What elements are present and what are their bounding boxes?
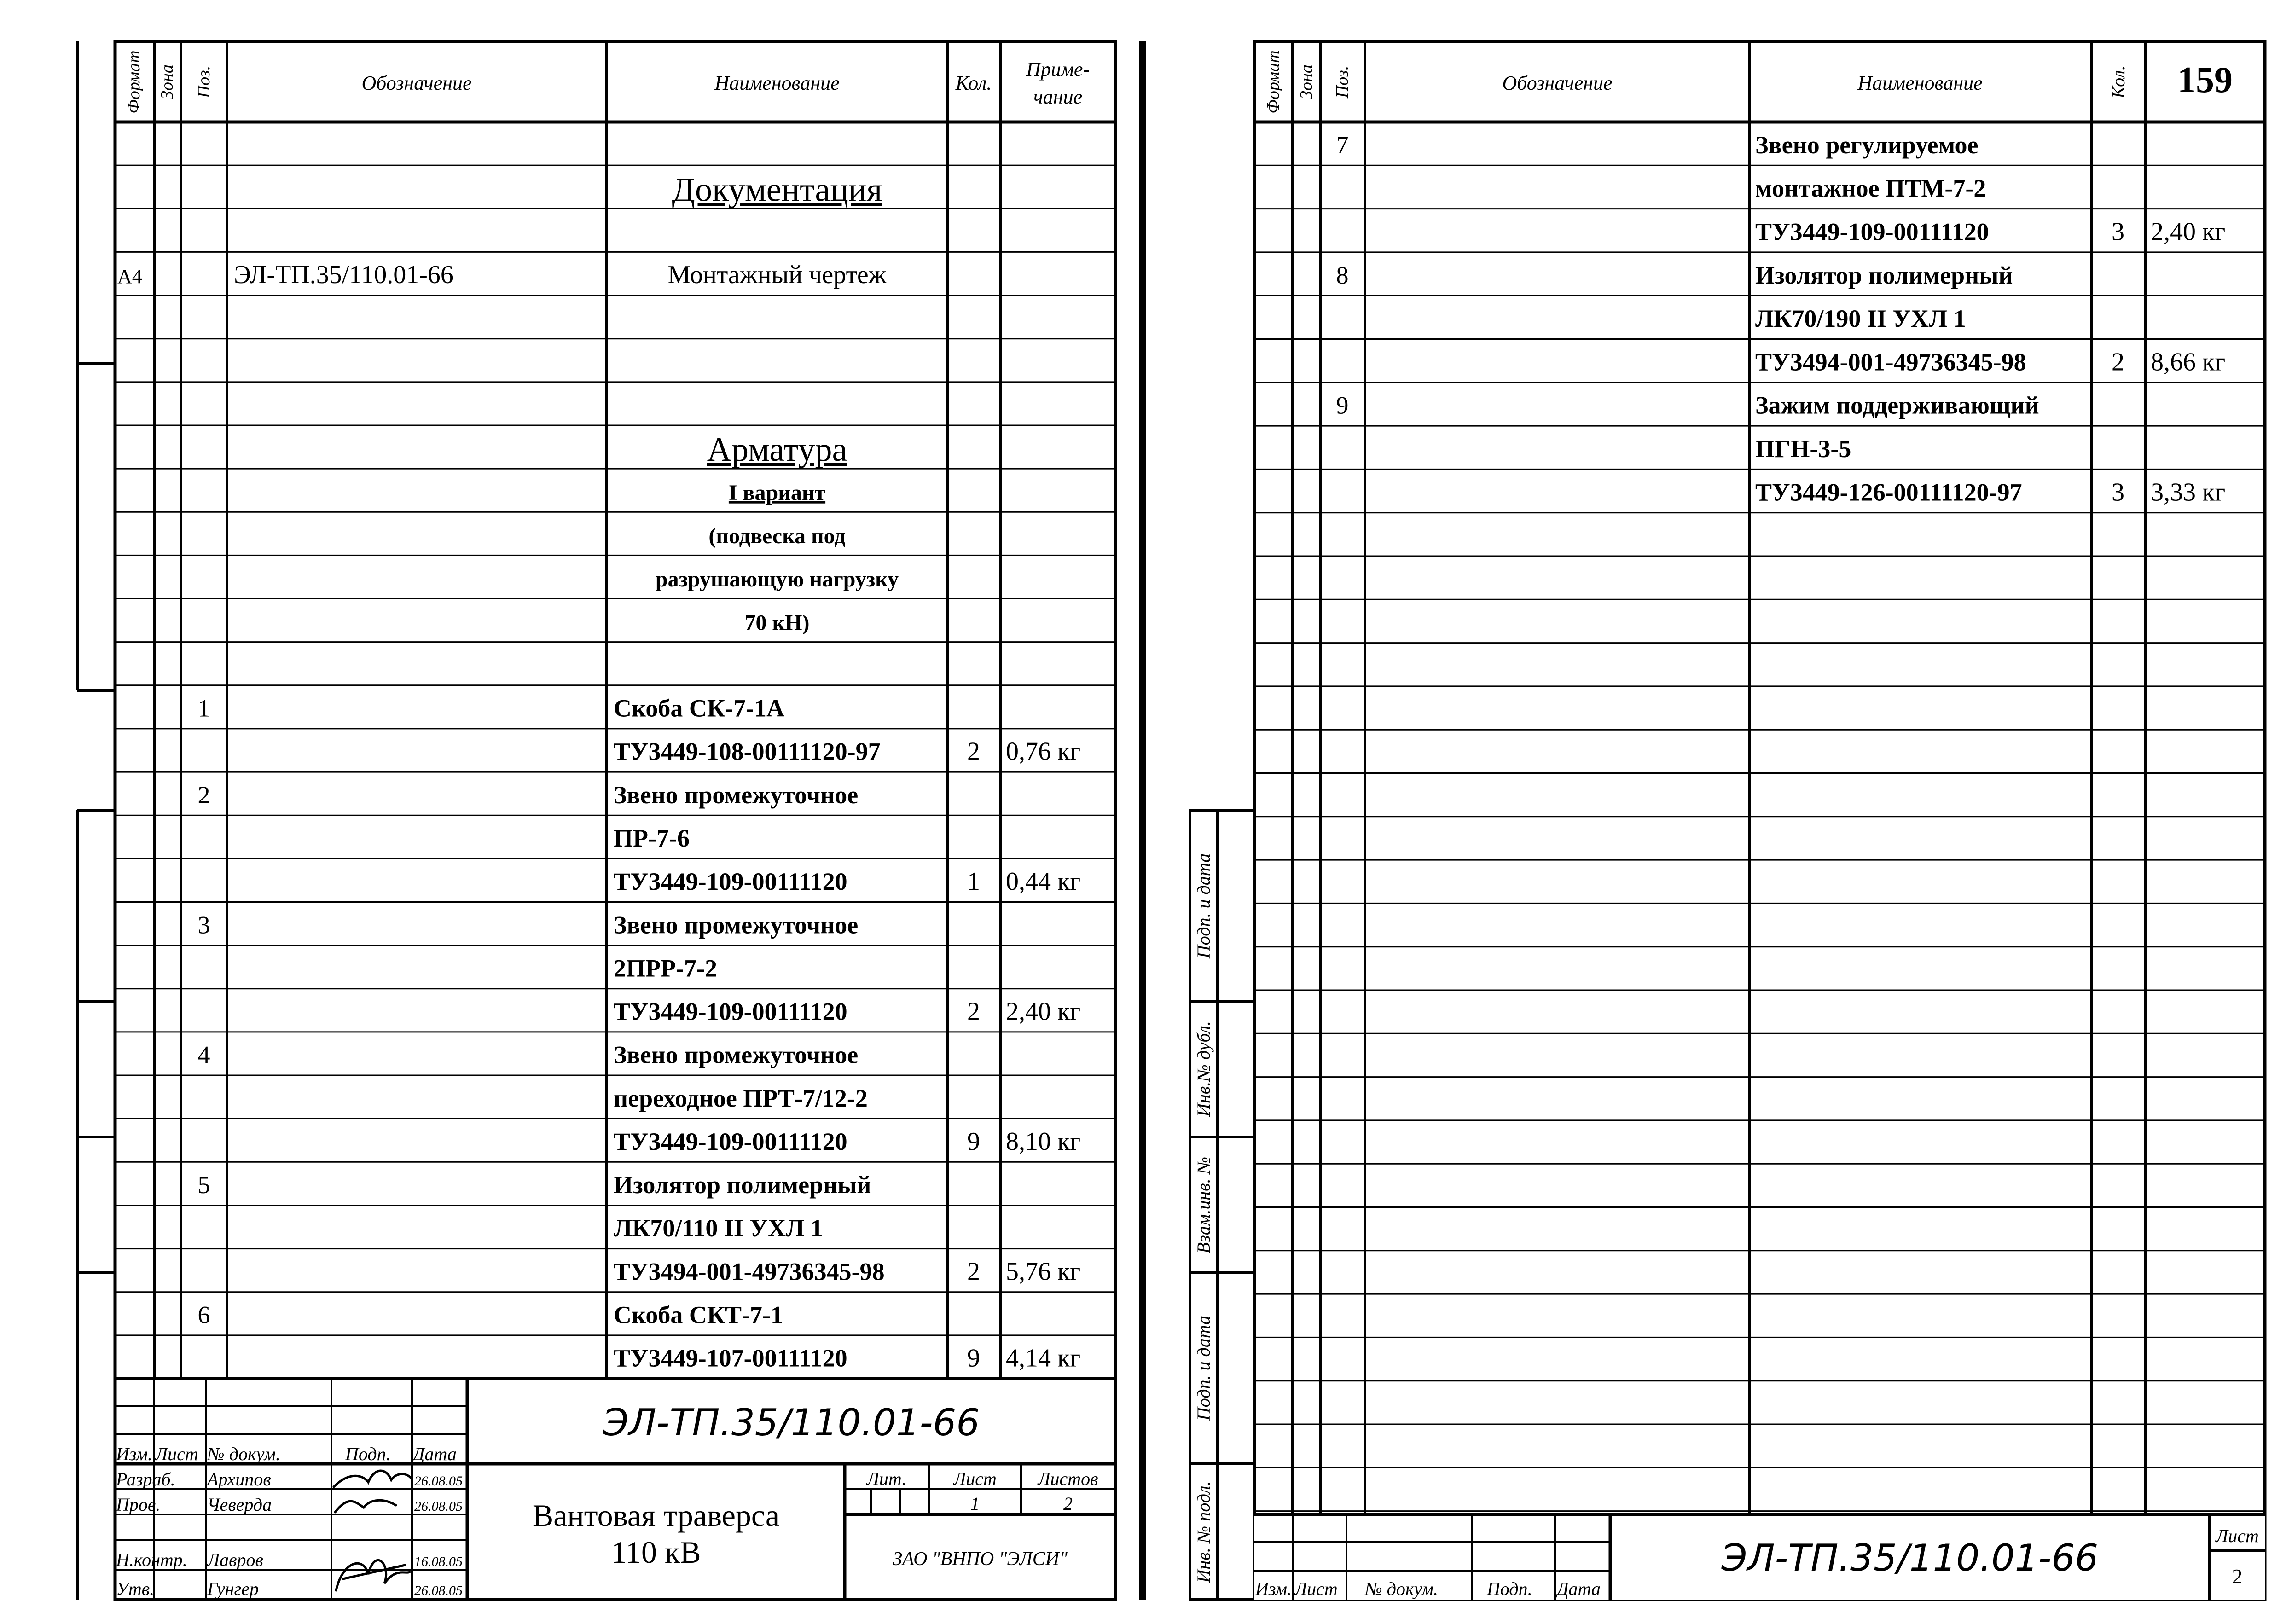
- row-name: I вариант: [728, 480, 826, 505]
- stamp-podp-data-2: Подп. и дата: [1193, 1315, 1214, 1421]
- row-name: ТУ3449-108-00111120-97: [614, 737, 881, 766]
- table-row: [1755, 478, 2225, 506]
- header-pos: Поз.: [194, 65, 214, 99]
- row-pos: 1: [197, 694, 210, 722]
- row-name: ПГН-3-5: [1755, 435, 1851, 463]
- tb-code: ЭЛ-ТП.35/110.01-66: [603, 1401, 980, 1444]
- r-header-name: Наименование: [1857, 72, 1983, 94]
- row-pos: 5: [197, 1171, 210, 1199]
- table-row: [656, 567, 899, 592]
- row-pos: 2: [197, 781, 210, 809]
- table-row: [614, 824, 690, 852]
- row-qty: 9: [967, 1344, 980, 1373]
- tb-sheets-label: Листов: [1038, 1468, 1098, 1489]
- r-tb-h-izm: Изм.: [1255, 1578, 1292, 1599]
- header-note-2: чание: [1033, 86, 1083, 108]
- row-note: 0,76 кг: [1006, 737, 1081, 766]
- header-qty: Кол.: [955, 72, 992, 94]
- signature-2: [335, 1500, 396, 1512]
- row-name: ТУ3449-109-00111120: [614, 1127, 847, 1155]
- row-name: монтажное ПТМ-7-2: [1755, 174, 1986, 203]
- tb-person-2: Чеверда: [207, 1494, 272, 1515]
- row-name: переходное ПРТ-7/12-2: [614, 1084, 868, 1112]
- tb-person-1: Архипов: [207, 1469, 271, 1490]
- tb-h-list: Лист: [155, 1444, 198, 1464]
- tb-role-2: Пров.: [116, 1494, 161, 1515]
- stamp-vzam-inv: Взам.инв. №: [1193, 1156, 1214, 1254]
- r-header-qty: Кол.: [2108, 65, 2129, 99]
- r-tb-h-data: Дата: [1557, 1578, 1601, 1599]
- row-pos: 3: [197, 911, 210, 939]
- right-title-block: [1254, 1514, 2265, 1600]
- row-note: 3,33 кг: [2151, 478, 2226, 507]
- table-row: [745, 610, 810, 635]
- row-name: 2ПРР-7-2: [614, 954, 717, 982]
- table-row: [729, 481, 825, 505]
- r-tb-sheet-value: 2: [2232, 1565, 2243, 1588]
- table-row: [1755, 217, 2225, 246]
- table-row: [1336, 261, 2013, 289]
- header-name: Наименование: [714, 72, 840, 94]
- table-row: [614, 1257, 1080, 1286]
- row-name: Изолятор полимерный: [614, 1171, 871, 1199]
- row-designation: ЭЛ-ТП.35/110.01-66: [234, 261, 453, 290]
- row-qty: 9: [967, 1127, 980, 1156]
- r-header-designation: Обозначение: [1502, 72, 1613, 94]
- tb-role-3: Н.контр.: [116, 1549, 187, 1570]
- section-heading: Арматура: [707, 431, 847, 469]
- row-name: Звено промежуточное: [614, 1041, 859, 1069]
- table-row: [198, 911, 859, 939]
- row-qty: 2: [967, 737, 980, 766]
- r-tb-h-list: Лист: [1294, 1578, 1338, 1599]
- table-row: [198, 1041, 859, 1069]
- row-note: 4,14 кг: [1006, 1344, 1081, 1373]
- section-heading: Документация: [672, 171, 882, 209]
- tb-org: ЗАО "ВНПО "ЭЛСИ": [893, 1549, 1068, 1570]
- tb-lit-label: Лит.: [866, 1468, 907, 1489]
- tb-h-data: Дата: [413, 1444, 457, 1464]
- row-pos: 4: [197, 1041, 210, 1069]
- left-title-block: [115, 1379, 1115, 1600]
- row-qty: 2: [967, 997, 980, 1026]
- tb-title-2: 110 кВ: [611, 1535, 701, 1570]
- row-pos: 8: [1336, 261, 1349, 289]
- row-qty: 1: [967, 867, 980, 896]
- table-row: [1755, 435, 1851, 463]
- table-row: [198, 1171, 871, 1199]
- row-name: ТУ3449-109-00111120: [1755, 218, 1989, 246]
- row-name: Изолятор полимерный: [1755, 261, 2013, 289]
- row-name: Скоба СК-7-1А: [614, 694, 785, 722]
- table-row: [614, 998, 1080, 1026]
- tb-date-4: 26.08.05: [414, 1583, 463, 1598]
- row-note: 2,40 кг: [1006, 997, 1081, 1026]
- table-row: [614, 954, 717, 982]
- row-note: 5,76 кг: [1006, 1257, 1081, 1286]
- row-name: ТУ3449-107-00111120: [614, 1344, 847, 1372]
- r-tb-sheet-label: Лист: [2216, 1525, 2259, 1546]
- row-name: ТУ3449-109-00111120: [614, 998, 847, 1026]
- row-note: 0,44 кг: [1006, 867, 1081, 896]
- table-row: [1755, 305, 1966, 332]
- tb-sheet-label: Лист: [953, 1468, 997, 1489]
- table-row: [198, 695, 785, 722]
- signature-3: [336, 1560, 410, 1590]
- table-row: [614, 867, 1080, 896]
- row-note: 8,66 кг: [2151, 348, 2226, 377]
- tb-h-podp: Подп.: [345, 1444, 391, 1464]
- row-pos: 6: [197, 1301, 210, 1329]
- row-qty: 3: [2112, 478, 2124, 507]
- table-row: [1336, 392, 2039, 419]
- row-name: Звено регулируемое: [1755, 131, 1979, 159]
- stamp-inv-podl: Инв. № подл.: [1193, 1481, 1214, 1583]
- tb-h-izm: Изм.: [116, 1444, 153, 1464]
- row-name: ТУ3449-109-00111120: [614, 868, 847, 896]
- r-tb-h-podp: Подп.: [1487, 1578, 1532, 1599]
- r-tb-h-ndok: № докум.: [1365, 1578, 1438, 1599]
- tb-person-3: Лавров: [207, 1549, 263, 1570]
- header-format: Формат: [124, 50, 144, 114]
- row-name: ТУ3449-126-00111120-97: [1755, 478, 2022, 506]
- row-note: 2,40 кг: [2151, 217, 2226, 246]
- right-sheet: [1190, 41, 2265, 1600]
- row-pos: 7: [1336, 131, 1349, 159]
- tb-role-1: Разраб.: [116, 1469, 175, 1490]
- r-header-pos: Поз.: [1333, 65, 1352, 99]
- table-row: [672, 171, 882, 209]
- tb-sheets-value: 2: [1063, 1493, 1073, 1514]
- table-row: [708, 524, 845, 548]
- header-designation: Обозначение: [361, 72, 472, 94]
- row-format: А4: [117, 265, 142, 288]
- table-row: [614, 1344, 1080, 1373]
- row-name: 70 кН): [744, 610, 810, 635]
- row-name: Звено промежуточное: [614, 781, 859, 809]
- table-row: [614, 737, 1080, 766]
- row-name: ЛК70/110 II УХЛ 1: [614, 1214, 823, 1242]
- tb-sheet-value: 1: [970, 1493, 980, 1514]
- row-name: ТУ3494-001-49736345-98: [614, 1258, 885, 1286]
- r-tb-code: ЭЛ-ТП.35/110.01-66: [1721, 1537, 2099, 1579]
- row-name: Монтажный чертеж: [667, 261, 887, 290]
- row-name: разрушающую нагрузку: [655, 567, 899, 592]
- row-note: 8,10 кг: [1006, 1127, 1081, 1156]
- page-number: 159: [2177, 60, 2233, 100]
- table-row: [198, 781, 859, 809]
- row-name: Зажим поддерживающий: [1755, 391, 2039, 419]
- header-note-1: Приме-: [1026, 58, 1090, 81]
- left-sheet: [77, 41, 1115, 1600]
- table-row: [1755, 174, 1986, 202]
- row-name: Скоба СКТ-7-1: [614, 1301, 783, 1329]
- table-row: [614, 1085, 868, 1112]
- row-name: ЛК70/190 II УХЛ 1: [1755, 305, 1966, 333]
- tb-date-3: 16.08.05: [414, 1554, 463, 1569]
- header-zone: Зона: [157, 64, 177, 99]
- row-name: ТУ3494-001-49736345-98: [1755, 348, 2026, 376]
- table-row: [198, 1301, 783, 1329]
- row-name: ПР-7-6: [614, 824, 690, 852]
- table-row: [707, 431, 847, 469]
- table-row: [614, 1127, 1080, 1156]
- r-header-format: Формат: [1264, 50, 1283, 114]
- row-qty: 2: [2112, 348, 2124, 377]
- row-qty: 3: [2112, 217, 2124, 246]
- table-row: [1336, 131, 1979, 159]
- stamp-inv-dubl: Инв.№ дубл.: [1193, 1021, 1214, 1117]
- r-header-zone: Зона: [1297, 64, 1316, 99]
- tb-h-ndok: № докум.: [207, 1444, 280, 1464]
- row-pos: 9: [1336, 391, 1349, 419]
- row-qty: 2: [967, 1257, 980, 1286]
- tb-date-2: 26.08.05: [414, 1499, 463, 1514]
- tb-date-1: 26.08.05: [414, 1473, 463, 1489]
- table-row: [117, 261, 887, 289]
- tb-person-4: Гунгер: [207, 1578, 259, 1599]
- tb-title-1: Вантовая траверса: [532, 1498, 780, 1533]
- row-name: (подвеска под: [708, 524, 846, 549]
- row-name: Звено промежуточное: [614, 911, 859, 939]
- table-row: [1755, 348, 2225, 376]
- tb-role-4: Утв.: [116, 1578, 155, 1599]
- stamp-podp-data-1: Подп. и дата: [1193, 853, 1214, 959]
- table-row: [614, 1214, 823, 1242]
- signature-1: [334, 1471, 411, 1487]
